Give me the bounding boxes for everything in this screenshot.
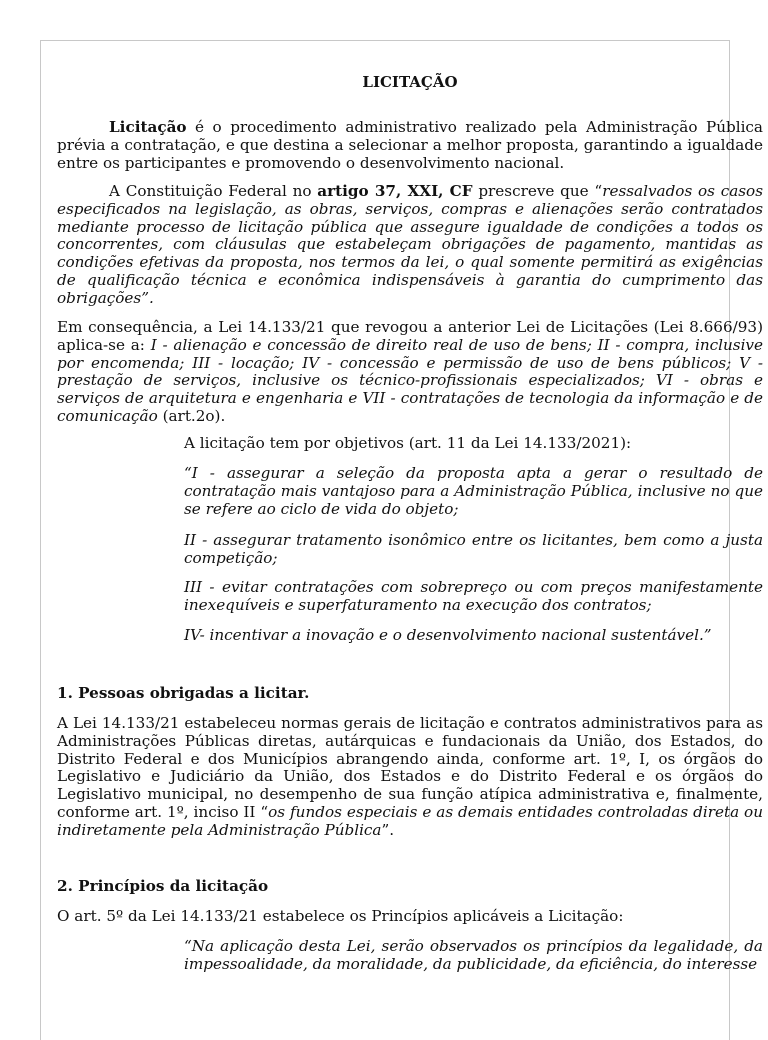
objective-item: II - assegurar tratamento isonômico entre os licitantes, bem como a justa competição; — [184, 531, 763, 567]
constitution-quote: ressalvados os casos especificados na legislação, as obras, serviços, compras e alienações serão contratados mediante processo de licitação pública que assegure igualdade de condições a todos os concorrentes, com cláusulas que estabeleçam obrigações de pagamento, mantidas as condições efetivas da proposta, nos termos da lei, o qual somente permitirá as exigências de qualificação técnica e econômica indispensáveis à garantia do cumprimento das obrigações”. — [57, 182, 763, 307]
section-heading-2: 2. Princípios da licitação — [57, 877, 269, 895]
paragraph-principles-intro: O art. 5º da Lei 14.133/21 estabelece os Princípios aplicáveis a Licitação: — [57, 907, 624, 925]
paragraph-constitution: A Constituição Federal no artigo 37, XXI, CF prescreve que “ressalvados os casos especificados na legislação, as obras, serviços, compras e alienações serão contratados mediante processo de licitação pública que assegure igualdade de condições a todos os concorrentes, com cláusulas que estabeleçam obrigações de pagamento, mantidas as condições efetivas da proposta, nos termos da lei, o qual somente permitirá as exigências de qualificação técnica e econômica indispensáveis à garantia do cumprimento das obrigações”. — [57, 182, 763, 307]
principles-quote: “Na aplicação desta Lei, serão observados os princípios da legalidade, da impessoalidade, da moralidade, da publicidade, da eficiência, do interesse — [184, 937, 763, 973]
objectives-intro: A licitação tem por objetivos (art. 11 da Lei 14.133/2021): — [184, 434, 632, 452]
law-scope-list: I - alienação e concessão de direito real de uso de bens; II - compra, inclusive por encomenda; III - locação; IV - concessão e permissão de uso de bens públicos; V - prestação de serviços, inclusive os técnico-profissionais especializados; VI - obras e serviços de arquitetura e engenharia e VII - contratações de tecnologia da informação e de comunicação — [57, 335, 764, 425]
funds-quote: os fundos especiais e as demais entidades controladas direta ou indiretamente pela Administração Pública — [57, 802, 763, 839]
objective-item: IV- incentivar a inovação e o desenvolvimento nacional sustentável.” — [184, 626, 712, 644]
term-licitacao: Licitação — [109, 118, 187, 136]
objective-item: III - evitar contratações com sobrepreço ou com preços manifestamente inexequíveis e superfaturamento na execução dos contratos; — [184, 578, 763, 614]
paragraph-definition: Licitação é o procedimento administrativo realizado pela Administração Pública prévia a contratação, e que destina a selecionar a melhor proposta, garantindo a igualdade entre os participantes e promovendo o desenvolvimento nacional. — [57, 118, 763, 172]
objective-item: “I - assegurar a seleção da proposta apta a gerar o resultado de contratação mais vantajoso para a Administração Pública, inclusive no que se refere ao ciclo de vida do objeto; — [184, 464, 763, 518]
section-heading-1: 1. Pessoas obrigadas a licitar. — [57, 684, 310, 702]
article-reference: artigo 37, XXI, CF — [317, 182, 473, 200]
paragraph-obligated-parties: A Lei 14.133/21 estabeleceu normas gerais de licitação e contratos administrativos para as Administrações Públicas diretas, autárquicas e fundacionais da União, dos Estados, do Distrito Federal e dos Municípios abrangendo ainda, conforme art. 1º, I, os órgãos do Legislativo e Judiciário da União, dos Estados e do Distrito Federal e os órgãos do Legislativo municipal, no desempenho de sua função atípica administrativa e, finalmente, conforme art. 1º, inciso II “os fundos especiais e as demais entidades controladas direta ou indiretamente pela Administração Pública”. — [57, 714, 763, 839]
paragraph-law-scope: Em consequência, a Lei 14.133/21 que revogou a anterior Lei de Licitações (Lei 8.666/93) aplica-se a: I - alienação e concessão de direito real de uso de bens; II - compra, inclusive por encomenda; III - locação; IV - concessão e permissão de uso de bens públicos; V - prestação de serviços, inclusive os técnico-profissionais especializados; VI - obras e serviços de arquitetura e engenharia e VII - contratações de tecnologia da informação e de comunicação (art.2o). — [57, 318, 764, 425]
document-title: LICITAÇÃO — [362, 73, 458, 91]
document-page — [40, 40, 764, 1040]
